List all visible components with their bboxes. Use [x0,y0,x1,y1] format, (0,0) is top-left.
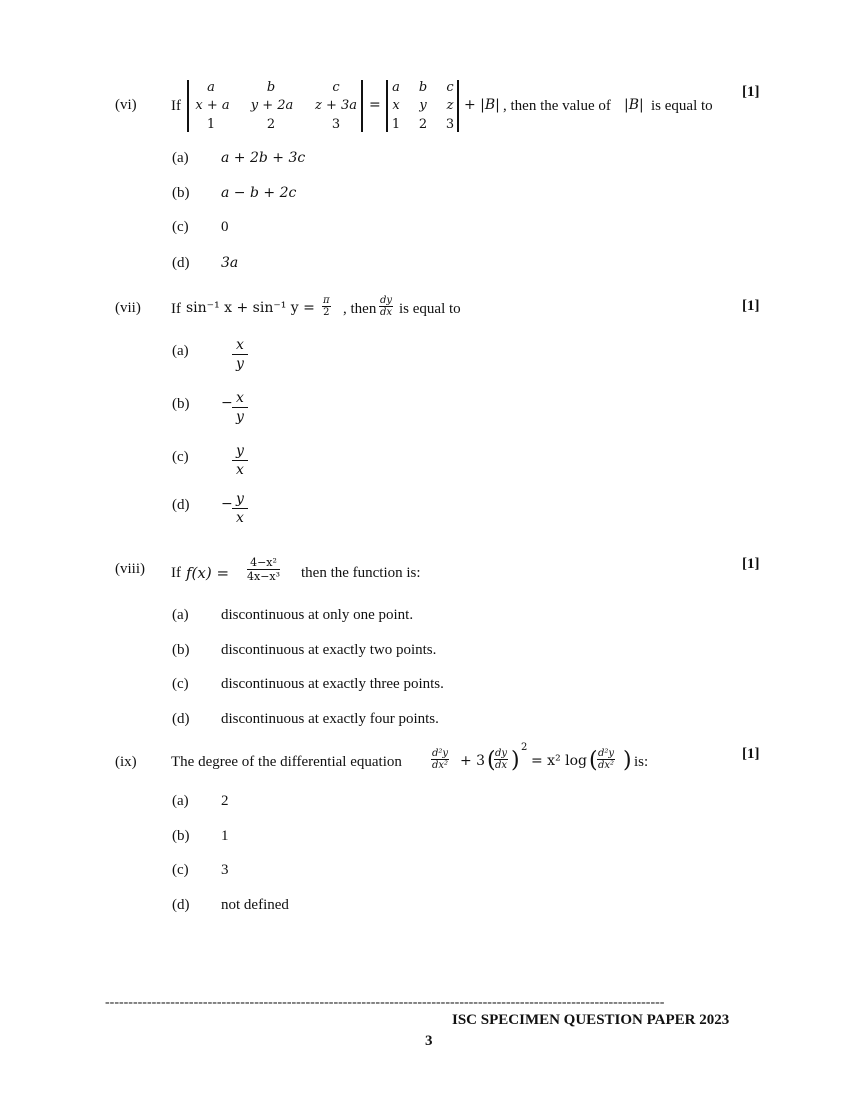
question-number: (ix) [115,754,137,770]
equation-rhs: = x² log [531,753,588,769]
pi-over-2 [322,295,331,318]
exponent: 2 [521,742,528,753]
matrix-cell: 3 [445,117,455,132]
fraction-denominator: y [236,356,244,372]
stem-text: , then the value of [503,98,611,114]
option-label: (b) [172,828,190,844]
matrix-cell: 3 [331,117,341,132]
matrix-cell: b [266,80,276,95]
option-label: (d) [172,255,190,271]
dy-dx [379,295,393,318]
determinant-bar-right [457,80,459,132]
option-value: discontinuous at exactly three points. [221,676,444,692]
question-number: (vi) [115,97,137,113]
fraction-numerator: y [232,443,248,461]
matrix-cell: 2 [266,117,276,132]
fraction-numerator: d²y [598,748,615,759]
stem-tail: is equal to [651,98,713,114]
fraction-denominator: dx [495,760,508,771]
plus-three: + 3 [460,753,486,769]
dy-dx [494,748,508,771]
footer-title: ISC SPECIMEN QUESTION PAPER 2023 [452,1012,730,1028]
fraction-numerator: dy [495,748,508,759]
option-fraction [232,491,248,527]
option-value: not defined [221,897,289,913]
paren-right: ) [623,748,632,773]
paren-left: ( [487,748,496,773]
option-label: (c) [172,219,189,235]
question-number: (vii) [115,300,141,316]
option-sign: − [221,395,233,411]
matrix-cell: 1 [391,117,401,132]
determinant-bar-left [386,80,388,132]
option-label: (a) [172,150,189,166]
fraction-denominator: 4x−x³ [247,570,281,583]
matrix-cell: a [207,80,215,95]
matrix-cell: x [392,98,400,113]
stem-if: If [171,98,181,114]
matrix-cell: c [332,80,340,95]
function-name: f(x) = [186,564,230,582]
fraction-denominator: dx [380,307,393,318]
matrix-cell: a [392,80,400,95]
question-number: (viii) [115,561,145,577]
option-label: (a) [172,607,189,623]
fraction-numerator: d²y [432,748,449,759]
abs-b: |B| [624,97,644,113]
fraction-numerator: x [232,337,248,355]
option-label: (b) [172,396,190,412]
option-value: a + 2b + 3c [221,150,306,166]
fraction-denominator: x [236,462,244,478]
stem-expression: sin⁻¹ x + sin⁻¹ y = [186,300,315,316]
fraction-numerator: y [232,491,248,509]
paren-left: ( [589,748,598,773]
option-label: (d) [172,497,190,513]
matrix-cell: 1 [206,117,216,132]
option-fraction [232,337,248,373]
matrix-cell: z [446,98,454,113]
fraction-denominator: dx² [432,760,449,771]
fraction-denominator: y [236,409,244,425]
matrix-cell: z + 3a [314,98,358,113]
matrix-cell: y + 2a [250,98,294,113]
option-label: (b) [172,185,190,201]
plus-abs-b: + |B| [464,97,500,113]
equals-sign: = [369,97,381,113]
option-label: (a) [172,343,189,359]
stem-if: If [171,565,181,581]
function-fraction [247,556,280,583]
option-value: 3a [221,255,239,271]
fraction-numerator: x [232,390,248,408]
option-label: (a) [172,793,189,809]
stem-tail: is equal to [399,301,461,317]
option-label: (c) [172,862,189,878]
determinant-bar-right [361,80,363,132]
footer-rule: ------------------------------------------------------------------------------------------------------------------------ [105,995,665,1010]
paren-right: ) [511,748,520,773]
stem-tail: is: [634,754,649,770]
option-value: 2 [221,793,229,809]
stem-lead: The degree of the differential equation [171,754,402,770]
matrix-cell: y [419,98,427,113]
option-value: 3 [221,862,229,878]
option-value: a − b + 2c [221,185,297,201]
marks-badge: [1] [742,84,760,100]
stem-if: If [171,301,181,317]
option-label: (c) [172,676,189,692]
fraction-denominator: x [236,510,244,526]
option-value: discontinuous at only one point. [221,607,414,623]
fraction-numerator: π [323,295,330,306]
fraction-numerator: dy [380,295,393,306]
d2y-dx2 [431,748,449,771]
option-fraction [232,390,248,426]
d2y-dx2 [597,748,615,771]
matrix-cell: 2 [418,117,428,132]
option-sign: − [221,496,233,512]
option-label: (c) [172,449,189,465]
option-label: (b) [172,642,190,658]
page-number: 3 [425,1033,433,1049]
option-value: discontinuous at exactly four points. [221,711,439,727]
marks-badge: [1] [742,556,760,572]
matrix-cell: x + a [195,98,230,113]
matrix-cell: c [446,80,454,95]
fraction-numerator: 4−x² [247,556,280,570]
option-fraction [232,443,248,479]
fraction-denominator: 2 [323,307,330,318]
matrix-cell: b [418,80,428,95]
stem-tail: then the function is: [301,565,421,581]
option-label: (d) [172,711,190,727]
marks-badge: [1] [742,298,760,314]
fraction-denominator: dx² [598,760,615,771]
option-value: discontinuous at exactly two points. [221,642,437,658]
marks-badge: [1] [742,746,760,762]
option-value: 0 [221,219,229,235]
stem-text: , then [343,301,377,317]
option-value: 1 [221,828,229,844]
determinant-bar-left [187,80,189,132]
option-label: (d) [172,897,190,913]
